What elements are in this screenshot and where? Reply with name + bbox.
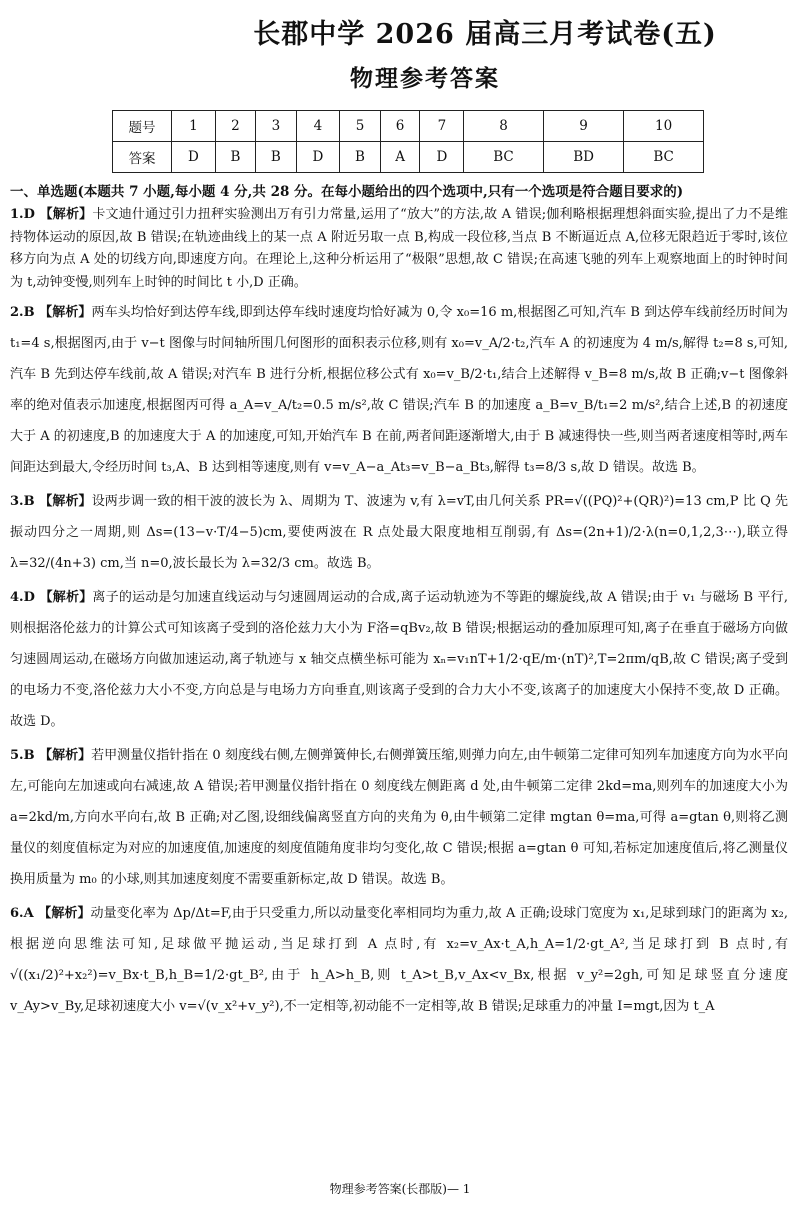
solutions — [10, 204, 788, 1025]
question-number-cell: 3 — [256, 111, 296, 142]
solution-text: 动量变化率为 Δp/Δt=F,由于只受重力,所以动量变化率相同均为重力,故 A 正确;设球门宽度为 x₁,足球到球门的距离为 x₂,根据逆向思维法可知,足球做平抛运动,当足球打到 A 点时,有 x₂=v_Ax·t_A,h_A=1/2·gt_A²,当足球打到 B 点时,有 √((x₁/2)²+x₂²)=v_Bx·t_B,h_B=1/2·gt_B²,由于 h_A>h_B,则 t_A>t_B,v_Ax<v_Bx,根据 v_y²=2gh,可知足球竖直分速度 v_Ay>v_By,足球初速度大小 v=√(v_x²+v_y²),不一定相等,初动能不一定相等,故 B 错误;足球重力的冲量 I=mgt,因为 t_A — [10, 906, 788, 1014]
solution-1 — [10, 204, 788, 294]
solution-head: 1.D 【解析】 — [10, 207, 93, 222]
solution-5 — [10, 740, 788, 895]
row-label-answer: 答案 — [113, 142, 172, 173]
answer-cell: D — [296, 142, 340, 173]
answer-cell: A — [380, 142, 420, 173]
answer-cell: D — [420, 142, 464, 173]
question-number-cell: 2 — [215, 111, 255, 142]
solution-head: 4.D 【解析】 — [10, 590, 93, 605]
row-label-number: 题号 — [113, 111, 172, 142]
solution-text: 离子的运动是匀加速直线运动与匀速圆周运动的合成,离子运动轨迹为不等距的螺旋线,故 A 错误;由于 v₁ 与磁场 B 平行,则根据洛伦兹力的计算公式可知该离子受到的洛伦兹力大小为 F洛=qBv₂,故 B 错误;根据运动的叠加原理可知,离子在垂直于磁场方向做匀速圆周运动,在磁场方向做加速运动,离子轨迹与 x 轴交点横坐标可能为 xₙ=v₁nT+1/2·qE/m·(nT)²,T=2πm/qB,故 C 错误;离子受到的电场力不变,洛伦兹力大小不变,方向总是与电场力方向垂直,则该离子受到的合力大小不变,该离子的加速度大小保持不变,故 D 正确。故选 D。 — [10, 590, 788, 729]
answer-cell: BC — [624, 142, 704, 173]
question-number-cell: 8 — [464, 111, 544, 142]
question-number-cell: 6 — [380, 111, 420, 142]
answer-cell: BD — [543, 142, 623, 173]
question-number-cell: 4 — [296, 111, 340, 142]
question-number-cell: 5 — [340, 111, 380, 142]
document-subtitle: 物理参考答案 — [350, 65, 500, 92]
answer-cell: B — [215, 142, 255, 173]
question-number-cell: 10 — [624, 111, 704, 142]
answer-cell: D — [172, 142, 216, 173]
solution-head: 2.B 【解析】 — [10, 305, 92, 320]
page-footer: 物理参考答案(长郡版)— 1 — [329, 1182, 471, 1196]
solution-head: 3.B 【解析】 — [10, 494, 92, 509]
solution-head: 6.A 【解析】 — [10, 906, 91, 921]
question-number-row — [113, 111, 704, 142]
answer-cell: B — [256, 142, 296, 173]
solution-text: 设两步调一致的相干波的波长为 λ、周期为 T、波速为 v,有 λ=vT,由几何关系 PR=√((PQ)²+(QR)²)=13 cm,P 比 Q 先振动四分之一周期,则 Δs=(13−v·T/4−5)cm,要使两波在 R 点处最大限度地相互削弱,有 Δs=(2n+1)/2·λ(n=0,1,2,3⋯),联立得 λ=32/(4n+3) cm,当 n=0,波长最长为 λ=32/3 cm。故选 B。 — [10, 494, 788, 571]
solution-text: 若甲测量仪指针指在 0 刻度线右侧,左侧弹簧伸长,右侧弹簧压缩,则弹力向左,由牛顿第二定律可知列车加速度方向为水平向左,可能向左加速或向右减速,故 A 错误;若甲测量仪指针指在 0 刻度线左侧距离 d 处,由牛顿第二定律 2kd=ma,则列车的加速度大小为 a=2kd/m,方向水平向右,故 B 正确;对乙图,设细线偏离竖直方向的夹角为 θ,由牛顿第二定律 mgtan θ=ma,可得 a=gtan θ,则将乙测量仪的刻度值标定为对应的加速度值,加速度的刻度值随角度非均匀变化,故 C 错误;根据 a=gtan θ 可知,若标定加速度值后,将乙测量仪换用质量为 m₀ 的小球,则其加速度刻度不需要重新标定,故 D 错误。故选 B。 — [10, 748, 788, 887]
solution-2 — [10, 297, 788, 483]
answer-cell: B — [340, 142, 380, 173]
answer-key-table — [112, 110, 704, 173]
question-number-cell: 1 — [172, 111, 216, 142]
solution-head: 5.B 【解析】 — [10, 748, 92, 763]
question-number-cell: 9 — [543, 111, 623, 142]
solution-4 — [10, 582, 788, 737]
solution-text: 两车头均恰好到达停车线,即到达停车线时速度均恰好减为 0,令 x₀=16 m,根据图乙可知,汽车 B 到达停车线前经历时间为 t₁=4 s,根据图丙,由于 v−t 图像与时间轴所围几何图形的面积表示位移,则有 x₀=v_A/2·t₂,汽车 A 的初速度为 4 m/s,解得 t₂=8 s,可知,汽车 B 先到达停车线前,故 A 错误;对汽车 B 进行分析,根据位移公式有 x₀=v_B/2·t₁,结合上述解得 v_B=8 m/s,故 B 正确;v−t 图像斜率的绝对值表示加速度,根据图丙可得 a_A=v_A/t₂=0.5 m/s²,故 C 错误;汽车 B 的加速度 a_B=v_B/t₁=2 m/s²,结合上述,B 的初速度大于 A 的初速度,B 的加速度大于 A 的加速度,可知,开始汽车 B 在前,两者间距逐渐增大,由于 B 减速得快一些,则当两者速度相等时,两车间距达到最大,令经历时间 t₃,A、B 达到相等速度,则有 v=v_A−a_At₃=v_B−a_Bt₃,解得 t₃=8/3 s,故 D 错误。故选 B。 — [10, 305, 788, 475]
section-heading: 一、单选题(本题共 7 小题,每小题 4 分,共 28 分。在每小题给出的四个选项中,只有一个选项是符合题目要求的) — [10, 184, 684, 200]
question-number-cell: 7 — [420, 111, 464, 142]
solution-text: 卡文迪什通过引力扭秤实验测出万有引力常量,运用了“放大”的方法,故 A 错误;伽利略根据理想斜面实验,提出了力不是维持物体运动的原因,故 B 错误;在轨迹曲线上的某一点 A 附近另取一点 B,构成一段位移,当点 B 不断逼近点 A,位移无限趋近于零时,该位移方向为点 A 处的切线方向,即速度方向。在理论上,这种分析运用了“极限”思想,故 C 错误;在高速飞驰的列车上观察地面上的时钟时间为 t,动钟变慢,则列车上时钟的时间比 t 小,D 正确。 — [10, 207, 788, 290]
answer-cell: BC — [464, 142, 544, 173]
answer-row — [113, 142, 704, 173]
solution-6 — [10, 898, 788, 1022]
exam-title: 长郡中学 2026 届高三月考试卷(五) — [253, 19, 717, 50]
solution-3 — [10, 486, 788, 579]
